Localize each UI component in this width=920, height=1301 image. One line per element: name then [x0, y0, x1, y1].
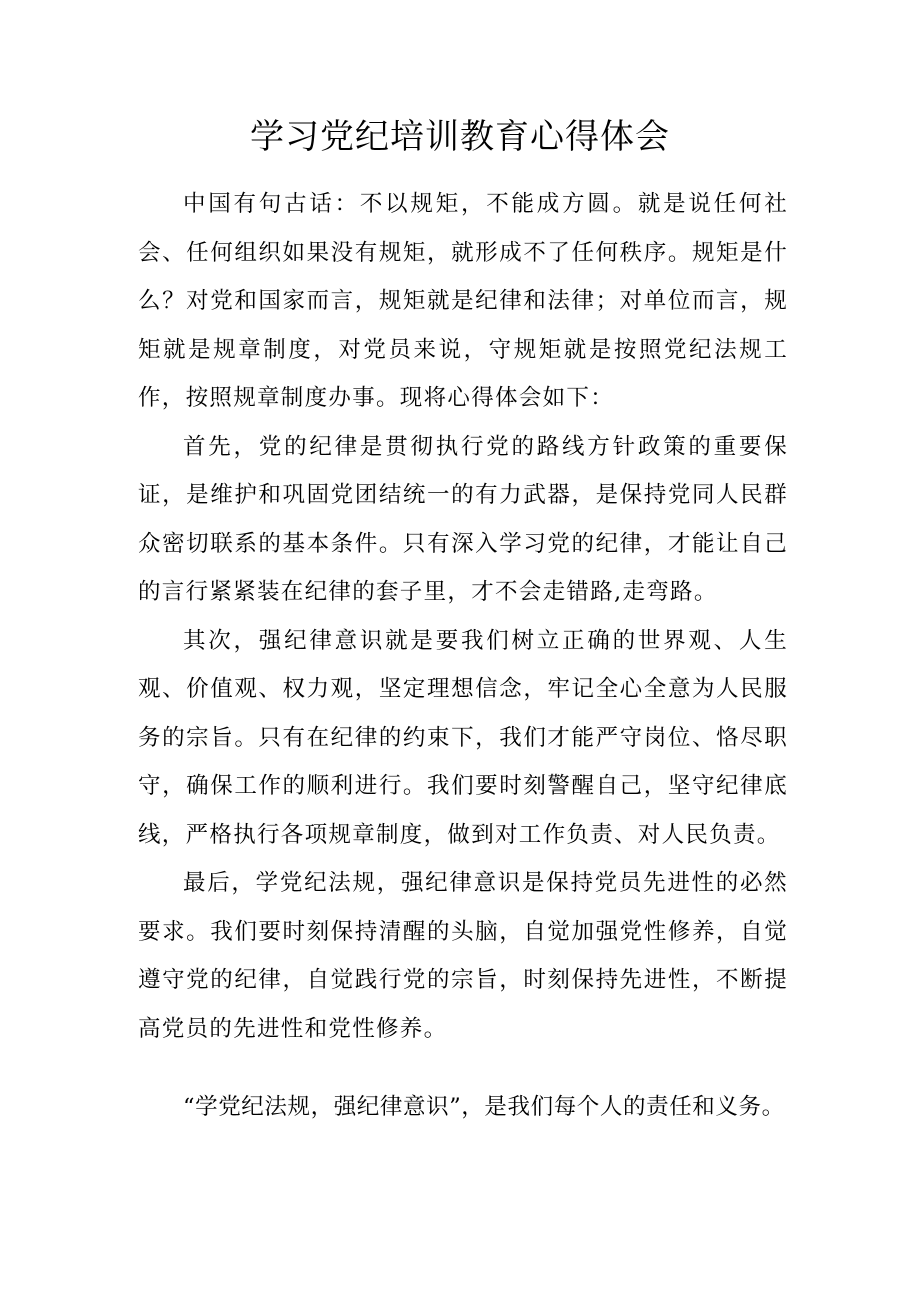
document-body [138, 180, 788, 1132]
paragraph-last: 最后，学党纪法规，强纪律意识是保持党员先进性的必然要求。我们要时刻保持清醒的头脑，自觉加强党性修养，自觉遵守党的纪律，自觉践行党的宗旨，时刻保持先进性，不断提高党员的先进性和党性修养。 [138, 870, 788, 1042]
closing-sentence: “学党纪法规，强纪律意识”，是我们每个人的责任和义务。 [183, 1094, 785, 1120]
paragraph-second: 其次，强纪律意识就是要我们树立正确的世界观、人生观、价值观、权力观，坚定理想信念，牢记全心全意为人民服务的宗旨。只有在纪律的约束下，我们才能严守岗位、恪尽职守，确保工作的顺利进行。我们要时刻警醒自己，坚守纪律底线，严格执行各项规章制度，做到对工作负责、对人民负责。 [138, 627, 788, 848]
document-title: 学习党纪培训教育心得体会 [250, 117, 670, 157]
paragraph-first: 首先，党的纪律是贯彻执行党的路线方针政策的重要保证，是维护和巩固党团结统一的有力武器，是保持党同人民群众密切联系的基本条件。只有深入学习党的纪律，才能让自己的言行紧紧装在纪律的套子里，才不会走错路,走弯路。 [138, 433, 788, 605]
paragraph-intro: 中国有句古话：不以规矩，不能成方圆。就是说任何社会、任何组织如果没有规矩，就形成不了任何秩序。规矩是什么？对党和国家而言，规矩就是纪律和法律；对单位而言，规矩就是规章制度，对党员来说，守规矩就是按照党纪法规工作，按照规章制度办事。现将心得体会如下： [138, 191, 788, 411]
